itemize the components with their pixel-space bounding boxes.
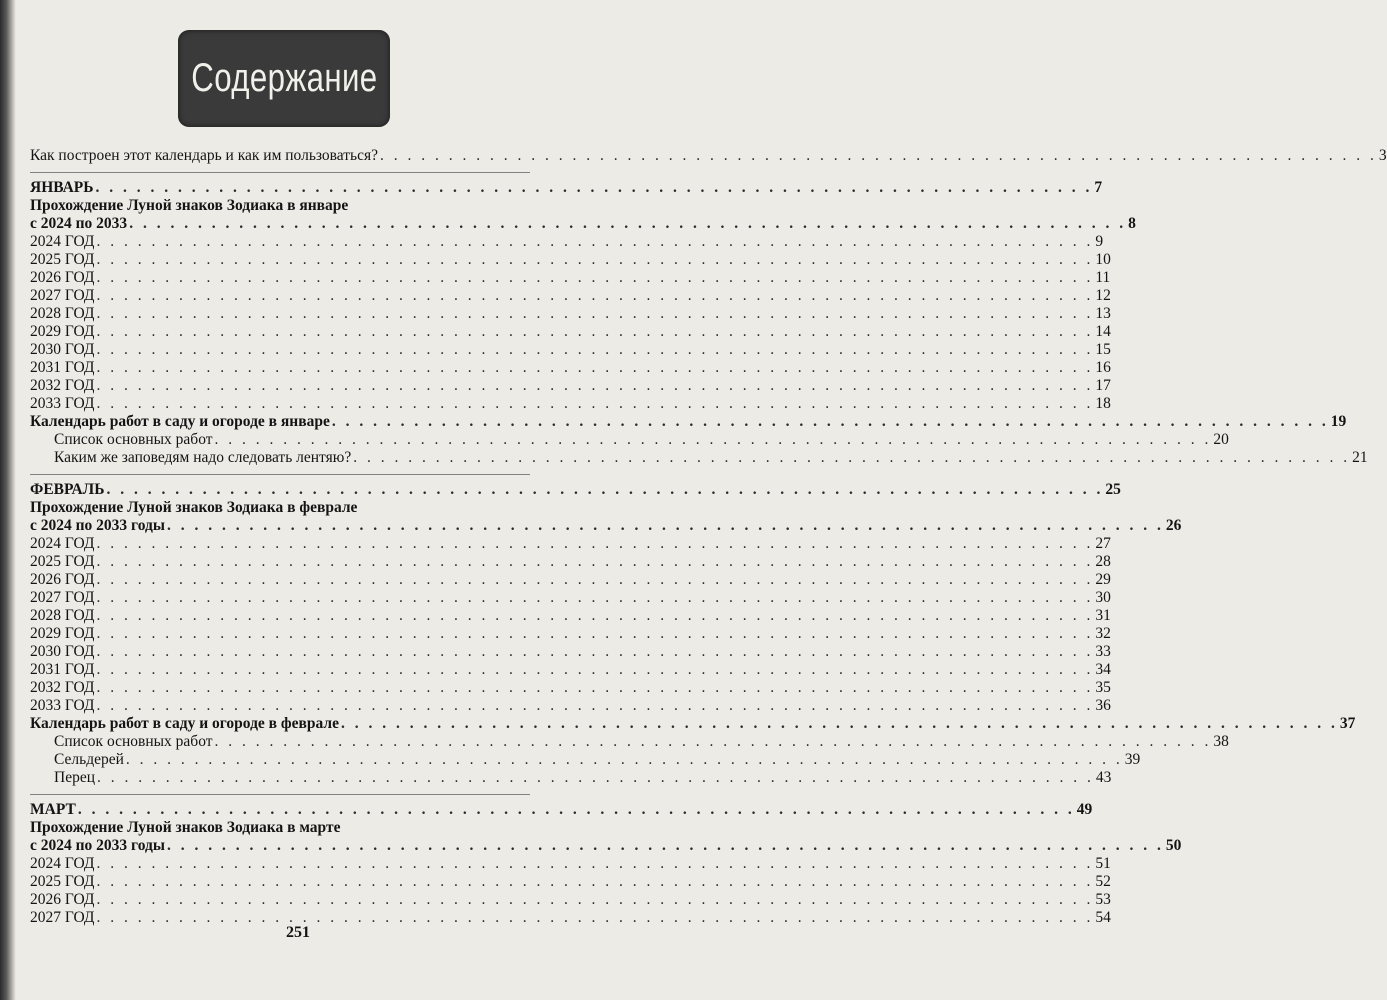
toc-entry-year[interactable] — [30, 625, 1111, 643]
toc-entry-page: 50 — [1165, 837, 1182, 854]
toc-entry-page: 35 — [1095, 679, 1111, 696]
dot-leader: . . . . . . . . . . . . . . . . . . . . . . . . . . . . . . . . . . . . . . . . . . . . . . . . . . . . . . . . . . . . . . . . . . . . . . . . . — [96, 323, 1094, 340]
toc-entry-year[interactable] — [30, 891, 1111, 909]
toc-entry-title: ЯНВАРЬ — [30, 179, 94, 196]
toc-entry-year[interactable] — [30, 341, 1111, 359]
toc-entry-title: 2027 ГОД — [30, 287, 95, 304]
toc-entry-year[interactable] — [30, 233, 1104, 251]
toc-entry-page: 26 — [1165, 517, 1182, 534]
dot-leader: . . . . . . . . . . . . . . . . . . . . . . . . . . . . . . . . . . . . . . . . . . . . . . . . . . . . . . . . . . . . . . . . . . . . . . . . . — [96, 607, 1094, 624]
toc-entry-year[interactable] — [30, 679, 1111, 697]
dot-leader: . . . . . . . . . . . . . . . . . . . . . . . . . . . . . . . . . . . . . . . . . . . . . . . . . . . . . . . . . . . . . . . . . . . . . . . . . — [96, 305, 1094, 322]
toc-entry-title: Перец — [54, 769, 95, 786]
toc-month-january[interactable] — [30, 179, 1103, 197]
dot-leader: . . . . . . . . . . . . . . . . . . . . . . . . . . . . . . . . . . . . . . . . . . . . . . . . . . . . . . . . . . . . . . . . . . . . . . . . . — [77, 801, 1075, 818]
toc-entry-title: 2027 ГОД — [30, 589, 95, 606]
dot-leader: . . . . . . . . . . . . . . . . . . . . . . . . . . . . . . . . . . . . . . . . . . . . . . . . . . . . . . . . . . . . . . . . . . . . . . . . . — [96, 269, 1094, 286]
toc-entry-year[interactable] — [30, 661, 1111, 679]
toc-entry-year[interactable] — [30, 377, 1111, 395]
toc-entry-page: 9 — [1095, 233, 1104, 250]
dot-leader: . . . . . . . . . . . . . . . . . . . . . . . . . . . . . . . . . . . . . . . . . . . . . . . . . . . . . . . . . . . . . . . . . . . . . . . . . — [96, 625, 1094, 642]
toc-entry-year[interactable] — [30, 697, 1111, 715]
toc-entry-page: 17 — [1095, 377, 1111, 394]
toc-entry-page: 37 — [1339, 715, 1356, 732]
toc-entry-title: 2032 ГОД — [30, 377, 95, 394]
toc-entry-page: 20 — [1213, 431, 1229, 448]
toc-entry-page: 16 — [1095, 359, 1111, 376]
toc-entry-title: 2029 ГОД — [30, 625, 95, 642]
dot-leader: . . . . . . . . . . . . . . . . . . . . . . . . . . . . . . . . . . . . . . . . . . . . . . . . . . . . . . . . . . . . . . . . . . . . . . . . . — [380, 147, 1377, 164]
section-divider — [30, 794, 530, 795]
toc-entry-title: 2033 ГОД — [30, 395, 95, 412]
dot-leader: . . . . . . . . . . . . . . . . . . . . . . . . . . . . . . . . . . . . . . . . . . . . . . . . . . . . . . . . . . . . . . . . . . . . . . . . . — [96, 909, 1094, 926]
toc-entry-title: с 2024 по 2033 — [30, 215, 128, 232]
dot-leader: . . . . . . . . . . . . . . . . . . . . . . . . . . . . . . . . . . . . . . . . . . . . . . . . . . . . . . . . . . . . . . . . . . . . . . . . . — [96, 891, 1094, 908]
toc-entry-moon-passage[interactable] — [30, 215, 1136, 233]
toc-entry-year[interactable] — [30, 855, 1111, 873]
toc-entry-page: 52 — [1095, 873, 1111, 890]
dot-leader: . . . . . . . . . . . . . . . . . . . . . . . . . . . . . . . . . . . . . . . . . . . . . . . . . . . . . . . . . . . . . . . . . . . . . . . . . — [96, 661, 1094, 678]
toc-subentry[interactable] — [30, 449, 1368, 467]
dot-leader: . . . . . . . . . . . . . . . . . . . . . . . . . . . . . . . . . . . . . . . . . . . . . . . . . . . . . . . . . . . . . . . . . . . . . . . . . — [96, 251, 1094, 268]
toc-entry-page: 21 — [1352, 449, 1368, 466]
toc-entry-year[interactable] — [30, 395, 1111, 413]
toc-entry-year[interactable] — [30, 873, 1111, 891]
toc-entry-title: 2024 ГОД — [30, 233, 95, 250]
toc-entry-page: 51 — [1095, 855, 1111, 872]
dot-leader: . . . . . . . . . . . . . . . . . . . . . . . . . . . . . . . . . . . . . . . . . . . . . . . . . . . . . . . . . . . . . . . . . . . . . . . . . — [97, 769, 1094, 786]
toc-entry-page: 39 — [1124, 751, 1141, 768]
toc-entry-page: 18 — [1095, 395, 1111, 412]
dot-leader: . . . . . . . . . . . . . . . . . . . . . . . . . . . . . . . . . . . . . . . . . . . . . . . . . . . . . . . . . . . . . . . . . . . . . . . . . — [166, 517, 1164, 534]
toc-entry-title: МАРТ — [30, 801, 76, 818]
toc-entry-page: 19 — [1330, 413, 1347, 430]
table-of-contents — [30, 147, 1387, 927]
toc-entry-page: 8 — [1128, 215, 1136, 232]
toc-subentry[interactable] — [30, 431, 1229, 449]
toc-entry-title: 2024 ГОД — [30, 535, 95, 552]
toc-entry-year[interactable] — [30, 251, 1111, 269]
toc-entry-moon-passage[interactable] — [30, 517, 1182, 535]
toc-subentry[interactable] — [30, 751, 1141, 769]
dot-leader: . . . . . . . . . . . . . . . . . . . . . . . . . . . . . . . . . . . . . . . . . . . . . . . . . . . . . . . . . . . . . . . . . . . . . . . . . — [96, 855, 1094, 872]
dot-leader: . . . . . . . . . . . . . . . . . . . . . . . . . . . . . . . . . . . . . . . . . . . . . . . . . . . . . . . . . . . . . . . . . . . . . . . . . — [96, 535, 1094, 552]
toc-subentry[interactable] — [30, 733, 1229, 751]
toc-entry-page: 38 — [1213, 733, 1229, 750]
section-divider — [30, 474, 530, 475]
toc-entry-title: Как построен этот календарь и как им пользоваться? — [30, 147, 379, 164]
dot-leader: . . . . . . . . . . . . . . . . . . . . . . . . . . . . . . . . . . . . . . . . . . . . . . . . . . . . . . . . . . . . . . . . . . . . . . . . . — [331, 413, 1329, 430]
toc-entry-page: 49 — [1076, 801, 1093, 818]
dot-leader: . . . . . . . . . . . . . . . . . . . . . . . . . . . . . . . . . . . . . . . . . . . . . . . . . . . . . . . . . . . . . . . . . . . . . . . . . — [96, 377, 1094, 394]
page-number: 251 — [286, 924, 310, 941]
dot-leader: . . . . . . . . . . . . . . . . . . . . . . . . . . . . . . . . . . . . . . . . . . . . . . . . . . . . . . . . . . . . . . . . . . . . . . . . . — [96, 571, 1094, 588]
section-divider — [30, 172, 530, 173]
dot-leader: . . . . . . . . . . . . . . . . . . . . . . . . . . . . . . . . . . . . . . . . . . . . . . . . . . . . . . . . . . . . . . . . . . . . . . . . . — [353, 449, 1351, 466]
toc-entry-title: 2025 ГОД — [30, 553, 95, 570]
toc-entry-page: 30 — [1095, 589, 1111, 606]
toc-entry-title: Календарь работ в саду и огороде в январе — [30, 413, 330, 430]
toc-entry-title: 2031 ГОД — [30, 661, 95, 678]
toc-entry-page: 3 — [1378, 147, 1387, 164]
toc-entry-page: 27 — [1095, 535, 1111, 552]
toc-entry-title: 2026 ГОД — [30, 571, 95, 588]
toc-entry-title: Каким же заповедям надо следовать лентяю? — [54, 449, 352, 466]
toc-entry-page: 10 — [1095, 251, 1111, 268]
toc-entry-title-line[interactable]: Прохождение Луной знаков Зодиака в январе — [30, 197, 349, 214]
toc-entry-page: 12 — [1095, 287, 1111, 304]
toc-entry-title: 2025 ГОД — [30, 873, 95, 890]
toc-entry-title: Список основных работ — [54, 431, 213, 448]
toc-entry-garden-calendar[interactable] — [30, 413, 1347, 431]
toc-entry-year[interactable] — [30, 589, 1111, 607]
toc-entry-intro[interactable] — [30, 147, 1387, 165]
toc-entry-title: 2031 ГОД — [30, 359, 95, 376]
toc-entry-year[interactable] — [30, 553, 1111, 571]
dot-leader: . . . . . . . . . . . . . . . . . . . . . . . . . . . . . . . . . . . . . . . . . . . . . . . . . . . . . . . . . . . . . . . . . . . . . . . . . — [96, 697, 1094, 714]
dot-leader: . . . . . . . . . . . . . . . . . . . . . . . . . . . . . . . . . . . . . . . . . . . . . . . . . . . . . . . . . . . . . . . . . . . . . . . . . — [96, 395, 1094, 412]
dot-leader: . . . . . . . . . . . . . . . . . . . . . . . . . . . . . . . . . . . . . . . . . . . . . . . . . . . . . . . . . . . . . . . . . . . . . . . . . — [96, 287, 1094, 304]
toc-entry-year[interactable] — [30, 269, 1111, 287]
toc-entry-title: 2026 ГОД — [30, 269, 95, 286]
dot-leader: . . . . . . . . . . . . . . . . . . . . . . . . . . . . . . . . . . . . . . . . . . . . . . . . . . . . . . . . . . . . . . . . . . . . . . . . . — [96, 589, 1094, 606]
dot-leader: . . . . . . . . . . . . . . . . . . . . . . . . . . . . . . . . . . . . . . . . . . . . . . . . . . . . . . . . . . . . . . . . . . . . . . . . . — [125, 751, 1123, 768]
toc-entry-title: 2030 ГОД — [30, 643, 95, 660]
book-spine-shadow — [0, 0, 16, 1000]
toc-entry-page: 54 — [1095, 909, 1111, 926]
dot-leader: . . . . . . . . . . . . . . . . . . . . . . . . . . . . . . . . . . . . . . . . . . . . . . . . . . . . . . . . . . . . . . . . . . . . . . . . . — [106, 481, 1104, 498]
toc-entry-title: с 2024 по 2033 годы — [30, 517, 165, 534]
toc-month-february[interactable] — [30, 481, 1121, 499]
dot-leader: . . . . . . . . . . . . . . . . . . . . . . . . . . . . . . . . . . . . . . . . . . . . . . . . . . . . . . . . . . . . . . . . . . . . . . . . . — [96, 679, 1094, 696]
toc-entry-page: 25 — [1105, 481, 1121, 498]
toc-entry-year[interactable] — [30, 305, 1111, 323]
toc-entry-title: 2029 ГОД — [30, 323, 95, 340]
toc-entry-page: 43 — [1095, 769, 1112, 786]
toc-entry-title: с 2024 по 2033 годы — [30, 837, 165, 854]
dot-leader: . . . . . . . . . . . . . . . . . . . . . . . . . . . . . . . . . . . . . . . . . . . . . . . . . . . . . . . . . . . . . . . . . . . . . . . . . — [129, 215, 1127, 232]
toc-entry-title: 2028 ГОД — [30, 607, 95, 624]
toc-entry-page: 7 — [1094, 179, 1103, 196]
toc-entry-title: 2032 ГОД — [30, 679, 95, 696]
toc-entry-title: 2025 ГОД — [30, 251, 95, 268]
toc-entry-year[interactable] — [30, 571, 1111, 589]
toc-entry-title: 2028 ГОД — [30, 305, 95, 322]
toc-entry-title: Календарь работ в саду и огороде в феврале — [30, 715, 339, 732]
toc-entry-moon-passage[interactable] — [30, 837, 1182, 855]
dot-leader: . . . . . . . . . . . . . . . . . . . . . . . . . . . . . . . . . . . . . . . . . . . . . . . . . . . . . . . . . . . . . . . . . . . . . . . . . — [214, 733, 1212, 750]
toc-subentry[interactable] — [30, 769, 1112, 787]
dot-leader: . . . . . . . . . . . . . . . . . . . . . . . . . . . . . . . . . . . . . . . . . . . . . . . . . . . . . . . . . . . . . . . . . . . . . . . . . — [95, 179, 1093, 196]
toc-entry-title: 2033 ГОД — [30, 697, 95, 714]
dot-leader: . . . . . . . . . . . . . . . . . . . . . . . . . . . . . . . . . . . . . . . . . . . . . . . . . . . . . . . . . . . . . . . . . . . . . . . . . — [96, 643, 1094, 660]
toc-entry-page: 33 — [1095, 643, 1111, 660]
toc-entry-page: 29 — [1095, 571, 1111, 588]
toc-entry-title: ФЕВРАЛЬ — [30, 481, 105, 498]
toc-entry-title: 2027 ГОД — [30, 909, 95, 926]
toc-entry-title: Список основных работ — [54, 733, 213, 750]
toc-entry-page: 15 — [1095, 341, 1111, 358]
toc-entry-title: 2026 ГОД — [30, 891, 95, 908]
toc-entry-year[interactable] — [30, 607, 1111, 625]
toc-entry-title: Сельдерей — [54, 751, 124, 768]
toc-entry-garden-calendar[interactable] — [30, 715, 1356, 733]
toc-entry-page: 32 — [1095, 625, 1111, 642]
dot-leader: . . . . . . . . . . . . . . . . . . . . . . . . . . . . . . . . . . . . . . . . . . . . . . . . . . . . . . . . . . . . . . . . . . . . . . . . . — [340, 715, 1338, 732]
toc-entry-page: 53 — [1095, 891, 1111, 908]
toc-entry-page: 34 — [1095, 661, 1111, 678]
heading-plate — [178, 30, 390, 127]
dot-leader: . . . . . . . . . . . . . . . . . . . . . . . . . . . . . . . . . . . . . . . . . . . . . . . . . . . . . . . . . . . . . . . . . . . . . . . . . — [166, 837, 1164, 854]
toc-entry-title: 2030 ГОД — [30, 341, 95, 358]
toc-entry-page: 36 — [1095, 697, 1111, 714]
toc-entry-page: 28 — [1095, 553, 1111, 570]
dot-leader: . . . . . . . . . . . . . . . . . . . . . . . . . . . . . . . . . . . . . . . . . . . . . . . . . . . . . . . . . . . . . . . . . . . . . . . . . — [96, 233, 1094, 250]
dot-leader: . . . . . . . . . . . . . . . . . . . . . . . . . . . . . . . . . . . . . . . . . . . . . . . . . . . . . . . . . . . . . . . . . . . . . . . . . — [214, 431, 1212, 448]
dot-leader: . . . . . . . . . . . . . . . . . . . . . . . . . . . . . . . . . . . . . . . . . . . . . . . . . . . . . . . . . . . . . . . . . . . . . . . . . — [96, 873, 1094, 890]
toc-entry-page: 13 — [1095, 305, 1111, 322]
dot-leader: . . . . . . . . . . . . . . . . . . . . . . . . . . . . . . . . . . . . . . . . . . . . . . . . . . . . . . . . . . . . . . . . . . . . . . . . . — [96, 359, 1094, 376]
toc-entry-year[interactable] — [30, 359, 1111, 377]
toc-entry-page: 14 — [1095, 323, 1111, 340]
toc-entry-page: 11 — [1095, 269, 1111, 286]
toc-entry-year[interactable] — [30, 323, 1111, 341]
toc-entry-year[interactable] — [30, 535, 1111, 553]
toc-month-march[interactable] — [30, 801, 1093, 819]
toc-entry-title-line[interactable]: Прохождение Луной знаков Зодиака в феврале — [30, 499, 358, 516]
toc-entry-page: 31 — [1095, 607, 1111, 624]
dot-leader: . . . . . . . . . . . . . . . . . . . . . . . . . . . . . . . . . . . . . . . . . . . . . . . . . . . . . . . . . . . . . . . . . . . . . . . . . — [96, 553, 1094, 570]
toc-entry-title: 2024 ГОД — [30, 855, 95, 872]
page-title: Содержание — [190, 56, 378, 100]
toc-entry-year[interactable] — [30, 643, 1111, 661]
dot-leader: . . . . . . . . . . . . . . . . . . . . . . . . . . . . . . . . . . . . . . . . . . . . . . . . . . . . . . . . . . . . . . . . . . . . . . . . . — [96, 341, 1094, 358]
toc-entry-year[interactable] — [30, 287, 1111, 305]
toc-entry-title-line[interactable]: Прохождение Луной знаков Зодиака в марте — [30, 819, 341, 836]
